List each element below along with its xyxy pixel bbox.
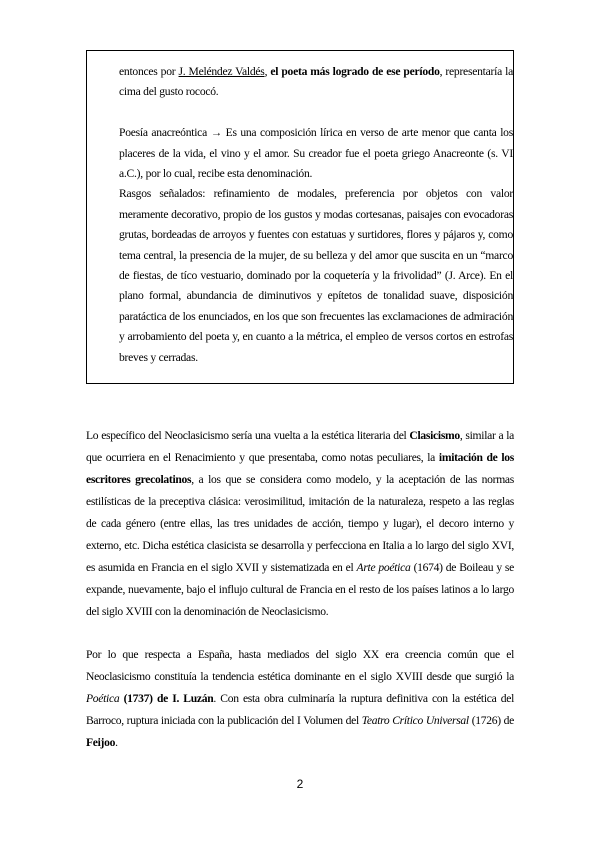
bold-term: (1737) de I. Luzán bbox=[119, 692, 214, 705]
text-run: , similar a la que ocurriera en el Renacimiento y que presentaba, como notas peculiares, la bbox=[86, 429, 515, 464]
box-paragraph-3 bbox=[119, 184, 513, 368]
text-run: (1726) de bbox=[468, 714, 514, 727]
text-run: Rasgos señalados: refinamiento de modales, preferencia por objetos con valor meramente decorativo, propio de los gustos y modas cortesanas, paisajes con evocadoras grutas, bordeadas de arroyos y fuentes con estatuas y surtidores, flores y pájaros y, como tema central, la presencia de la mujer, de su belleza y del amor que suscita en un “marco de fiestas, de tíco vestuario, dominado por la coquetería y la frivolidad” (J. Arce). En el plano formal, abundancia de diminutivos y epítetos de tonalidad suave, disposición paratáctica de los enunciados, en los que son frecuentes las exclamaciones de admiración y arrobamiento del poeta y, en cuanto a la métrica, el empleo de versos cortos en estrofas breves y cerradas. bbox=[119, 187, 513, 364]
italic-title: Poética bbox=[86, 692, 120, 705]
text-run: (1674) de Boileau y se expande, nuevamente, bajo el influjo cultural de Francia en el resto de los países latinos a lo largo del siglo XVIII con la denominación de Neoclasicismo. bbox=[86, 561, 514, 618]
body-paragraph-2 bbox=[86, 644, 514, 754]
bold-phrase: el poeta más logrado de ese período bbox=[270, 65, 440, 78]
text-run: Es una composición lírica en verso de arte menor que canta los placeres de la vida, el vino y el amor. Su creador fue el poeta griego Anacreonte (s. VI a.C.), por lo cual, recibe esta denominación. bbox=[119, 126, 513, 181]
right-arrow-icon: → bbox=[210, 126, 222, 140]
bold-term: Clasicismo bbox=[409, 429, 460, 442]
text-run: Poesía anacreóntica bbox=[119, 126, 211, 140]
text-run: . Con esta obra culminaría la ruptura definitiva con la estética del Barroco, ruptura iniciada con la publicación del I Volumen del bbox=[86, 692, 514, 727]
page-number: 2 bbox=[296, 777, 304, 791]
text-run: , bbox=[264, 65, 271, 78]
text-run: Por lo que respecta a España, hasta mediados del siglo XX era creencia común que el Neoclasicismo constituía la tendencia estética dominante en el siglo XVIII desde que surgió la bbox=[86, 648, 514, 683]
melendez-valdes-link[interactable]: J. Meléndez Valdés bbox=[178, 65, 265, 78]
quote-box-content bbox=[119, 62, 513, 368]
bold-term: imitación de los escritores grecolatinos bbox=[86, 451, 514, 486]
body-text bbox=[86, 425, 514, 754]
box-paragraph-1 bbox=[119, 62, 513, 103]
text-run: Lo específico del Neoclasicismo sería una vuelta a la estética literaria del bbox=[86, 429, 410, 442]
text-run: , representaría la cima del gusto rococó. bbox=[119, 65, 513, 99]
italic-title: Teatro Crítico Universal bbox=[361, 714, 469, 727]
bold-term: Feijoo bbox=[86, 736, 116, 749]
text-run: entonces por bbox=[119, 65, 179, 78]
italic-title: Arte poética bbox=[356, 561, 411, 574]
text-run: , a los que se considera como modelo, y la aceptación de las normas estilísticas de la preceptiva clásica: verosimilitud, imitación de la naturaleza, respeto a las reglas de cada género (entre ellas, las tres unidades de acción, tiempo y lugar), el decoro interno y externo, etc. Dicha estética clasicista se desarrolla y perfecciona en Italia a lo largo del siglo XVI, es asumida en Francia en el siglo XVII y sistematizada en el bbox=[86, 473, 514, 574]
text-run: . bbox=[115, 736, 118, 749]
box-paragraph-2 bbox=[119, 123, 513, 184]
body-paragraph-1 bbox=[86, 425, 514, 623]
